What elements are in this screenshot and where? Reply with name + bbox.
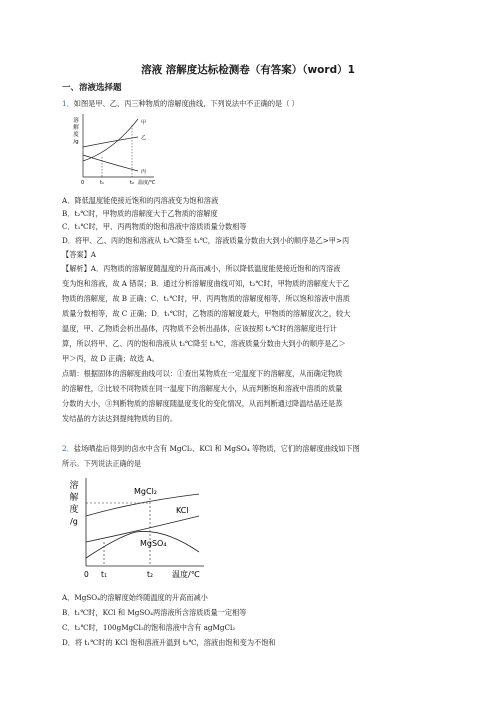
section-heading: 一、溶液选择题 xyxy=(62,83,122,93)
q1-analysis-line-3: 物质的溶解度，故 B 正确；C．t₁℃时，甲、丙两物质的溶解度相等，所以饱和溶液中溶质 xyxy=(62,294,350,303)
q1-curve-yi xyxy=(83,137,138,147)
q1-stem: 如图是甲、乙、丙三种物质的溶解度曲线，下列说法中不正确的是（ ） xyxy=(73,99,299,108)
q1-xlabel: 温度/℃ xyxy=(138,180,156,186)
page-title: 溶液 溶解度达标检测卷（有答案）（word）1 xyxy=(141,64,355,76)
q1-tips-line-4: 发结晶的方法达到提纯物质的目的。 xyxy=(62,414,178,423)
q1-curve-jia xyxy=(83,119,138,161)
q2-stem-line-1 xyxy=(62,444,360,453)
q1-ylabel-2: 度 xyxy=(73,132,79,138)
q1-option-b: B．t₂℃时，甲物质的溶解度大于乙物质的溶解度 xyxy=(62,209,218,218)
q1-ylabel-0: 溶 xyxy=(73,118,79,124)
q1-analysis-line-1: 【解析】A．丙物质的溶解度随温度的升高而减小，所以降低温度能使接近饱和的丙溶液 xyxy=(62,264,341,273)
q2-series-kcl: KCl xyxy=(176,506,189,515)
q1-number: 1． xyxy=(62,99,74,108)
q1-ylabel-3: /g xyxy=(73,139,79,145)
q2-ylabel-2: 度 xyxy=(69,505,79,515)
q1-series-jia: 甲 xyxy=(141,120,147,126)
q1-ylabel-1: 解 xyxy=(73,125,79,131)
q1-solubility-graph xyxy=(68,111,172,191)
q2-xlabel: 温度/℃ xyxy=(172,570,200,579)
q1-analysis-line-5: 温度，甲、乙物质会析出晶体，丙物质不会析出晶体，应该按照 t₂℃时的溶解度进行计 xyxy=(62,324,337,333)
q1-option-c: C．t₁℃时，甲、丙两物质的饱和溶液中溶质质量分数相等 xyxy=(62,222,247,231)
q2-series-mgcl2: MgCl₂ xyxy=(134,487,157,496)
q1-curve-bing xyxy=(83,155,138,171)
q1-analysis-line-7: 甲＞丙，故 D 正确；故选 A。 xyxy=(62,354,159,363)
q2-solubility-graph xyxy=(64,476,234,582)
q2-xtick-0: 0 xyxy=(84,570,89,579)
q1-series-yi: 乙 xyxy=(141,135,147,141)
q2-xtick-t1: t₁ xyxy=(101,570,107,579)
q1-tips-line-3: 分数的大小，③判断物质的溶解度随温度变化的变化情况，从而判断通过降温结晶还是蒸 xyxy=(62,399,343,408)
q2-stem-1: 盐场晒盐后得到的卤水中含有 MgCl₂、KCl 和 MgSO₄ 等物质，它们的溶解度曲线如下图 xyxy=(73,444,360,453)
q2-series-mgso4: MgSO₄ xyxy=(140,539,167,548)
q1-stem-line xyxy=(62,99,299,108)
q2-xtick-t2: t₂ xyxy=(147,570,153,579)
q1-xtick-t2: t₂ xyxy=(130,180,134,186)
q2-stem-line-2: 所示。下列说法正确的是 xyxy=(62,459,142,468)
q1-analysis-line-2: 变为饱和溶液，故 A 错误；B．通过分析溶解度曲线可知，t₂℃时，甲物质的溶解度大于乙 xyxy=(62,279,350,288)
q1-series-bing: 丙 xyxy=(141,169,147,175)
q2-option-c: C．t₂℃时，100gMgCl₂的饱和溶液中含有 agMgCl₂ xyxy=(62,623,236,632)
q1-xtick-t1: t₁ xyxy=(100,180,104,186)
q2-option-d: D．将 t₁℃时的 KCl 饱和溶液升温到 t₂℃，溶液由饱和变为不饱和 xyxy=(62,638,276,647)
q2-option-a: A．MgSO₄的溶解度始终随温度的升高而减小 xyxy=(62,593,208,602)
q1-analysis-line-4: 质量分数相等，故 C 正确；D．t₁℃时，乙物质的溶解度最大，甲物质的溶解度次之，较大 xyxy=(62,309,351,318)
q2-ylabel-0: 溶 xyxy=(69,481,79,491)
q1-option-a: A．降低温度能使接近饱和的丙溶液变为饱和溶液 xyxy=(62,196,219,205)
q1-tips-line-2: 的溶解性，②比较不同物质在同一温度下的溶解度大小，从而判断饱和溶液中溶质的质量 xyxy=(62,384,343,393)
q1-analysis-line-6: 算，所以将甲、乙、丙的饱和溶液从 t₂℃降至 t₁℃，溶液质量分数由大到小的顺序是乙＞ xyxy=(62,339,346,348)
q1-option-d: D．将甲、乙、丙的饱和溶液从 t₂℃降至 t₁℃，溶液质量分数由大到小的顺序是乙>甲>丙 xyxy=(62,236,350,245)
q1-answer: 【答案】A xyxy=(62,250,96,259)
q2-ylabel-3: /g xyxy=(70,517,78,526)
q2-ylabel-1: 解 xyxy=(69,493,79,503)
q2-option-b: B．t₁℃时，KCl 和 MgSO₄两溶液所含溶质质量一定相等 xyxy=(62,608,247,617)
q2-number: 2． xyxy=(62,444,74,453)
q1-xtick-0: 0 xyxy=(81,180,85,186)
q1-tips-line-1: 点睛：根据固体的溶解度曲线可以：①查出某物质在一定温度下的溶解度，从而确定物质 xyxy=(62,369,343,378)
